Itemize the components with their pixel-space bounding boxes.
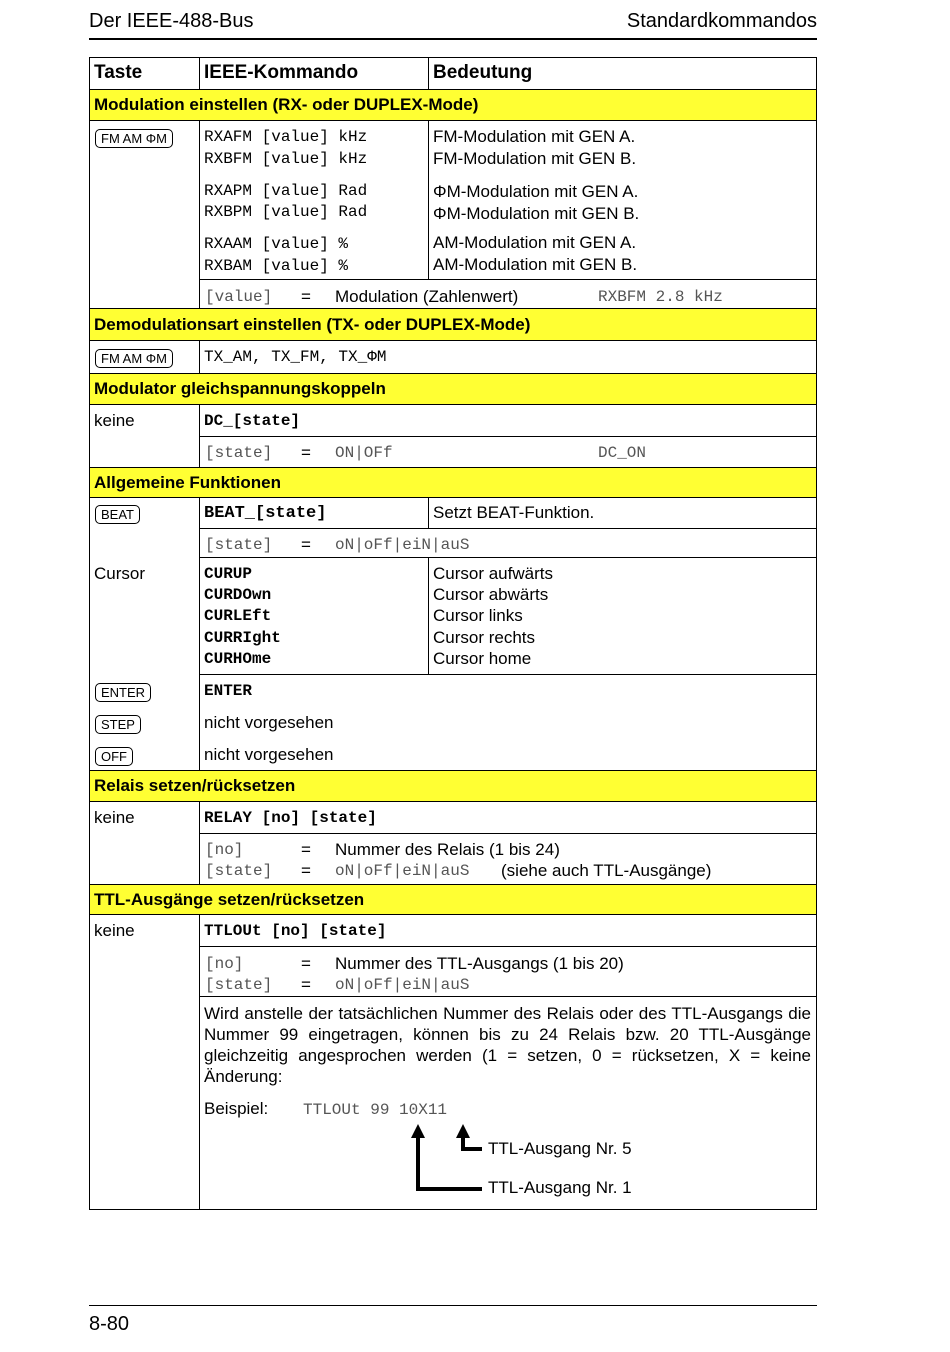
cmd-beat: BEAT_[state] <box>204 504 327 523</box>
section-title-dc: Modulator gleichspannungskoppeln <box>90 373 816 405</box>
section-title-ttl: TTL-Ausgänge setzen/rücksetzen <box>90 884 816 915</box>
param-equals-relais-2: = <box>301 861 311 880</box>
param-state-relais: [state] <box>205 862 273 880</box>
desc-curleft: Cursor links <box>433 606 523 625</box>
col-header-kommando: IEEE-Kommando <box>204 62 359 83</box>
desc-curhome: Cursor home <box>433 649 532 668</box>
example-rxbfm: RXBFM 2.8 kHz <box>598 288 723 306</box>
footer-rule <box>89 1305 817 1306</box>
section-title-relais: Relais setzen/rücksetzen <box>90 770 816 802</box>
taste-keine-dc: keine <box>94 411 135 430</box>
desc-beat: Setzt BEAT-Funktion. <box>433 503 595 522</box>
param-equals-relais-1: = <box>301 840 311 859</box>
desc-rxbpm: ΦM-Modulation mit GEN B. <box>433 204 640 223</box>
param-state-dc: [state] <box>205 444 273 462</box>
param-equals-dc: = <box>301 443 311 462</box>
example-arrows-diagram <box>90 58 816 1209</box>
desc-rxapm: ΦM-Modulation mit GEN A. <box>433 182 639 201</box>
cmd-rxapm: RXAPM [value] Rad <box>204 182 368 200</box>
param-equals-ttl-1: = <box>301 954 311 973</box>
arrow-ttl5 <box>456 1124 482 1149</box>
arrow-ttl1 <box>411 1124 482 1189</box>
param-values-ttl: oN|oFf|eiN|auS <box>335 976 470 994</box>
param-note-relais: (siehe auch TTL-Ausgänge) <box>501 861 712 880</box>
off-key: OFF <box>95 747 133 766</box>
cmd-rxaam: RXAAM [value] % <box>204 235 349 253</box>
param-equals-ttl-2: = <box>301 975 311 994</box>
param-value: [value] <box>205 288 273 306</box>
example-dc-on: DC_ON <box>598 444 647 462</box>
param-values-relais: oN|oFf|eiN|auS <box>335 862 470 880</box>
cmd-curleft: CURLEft <box>204 607 272 625</box>
cursor-label: Cursor <box>94 564 146 583</box>
cmd-rxafm: RXAFM [value] kHz <box>204 128 368 146</box>
desc-rxbam: AM-Modulation mit GEN B. <box>433 255 638 274</box>
example-ttlout: TTLOUt 99 10X11 <box>303 1101 448 1119</box>
step-key: STEP <box>95 715 141 734</box>
arrow-label-ttl1: TTL-Ausgang Nr. 1 <box>488 1178 632 1197</box>
cmd-rxbam: RXBAM [value] % <box>204 257 349 275</box>
taste-keine-relais: keine <box>94 808 135 827</box>
param-no-desc-ttl: Nummer des TTL-Ausgangs (1 bis 20) <box>335 954 624 973</box>
param-state-beat: [state] <box>205 536 273 554</box>
fm-am-phim-key-demod: FM AM ΦM <box>95 349 173 368</box>
section-title-demodulation: Demodulationsart einstellen (TX- oder DUPLEX-Mode) <box>90 308 816 341</box>
param-no-ttl: [no] <box>205 955 244 973</box>
cmd-relay: RELAY [no] [state] <box>204 809 377 827</box>
page-number: 8-80 <box>89 1313 130 1335</box>
cmd-curhome: CURHOme <box>204 650 272 668</box>
cmd-dc-state: DC_[state] <box>204 412 301 430</box>
step-text: nicht vorgesehen <box>204 713 334 732</box>
cmd-curup: CURUP <box>204 565 253 583</box>
cmd-curdown: CURDOwn <box>204 586 272 604</box>
arrow-label-ttl5: TTL-Ausgang Nr. 5 <box>488 1139 632 1158</box>
param-state-ttl: [state] <box>205 976 273 994</box>
beat-key: BEAT <box>95 505 140 524</box>
param-value-desc: Modulation (Zahlenwert) <box>335 287 519 306</box>
param-equals-beat: = <box>301 535 311 554</box>
param-no-desc-relais: Nummer des Relais (1 bis 24) <box>335 840 560 859</box>
taste-keine-ttl: keine <box>94 921 135 940</box>
command-table <box>89 57 817 1210</box>
page-header <box>89 10 817 40</box>
enter-key: ENTER <box>95 683 151 702</box>
desc-curup: Cursor aufwärts <box>433 564 553 583</box>
header-section: Standardkommandos <box>626 10 817 32</box>
cmd-tx-demod: TX_AM, TX_FM, TX_ΦM <box>204 348 387 366</box>
cmd-rxbpm: RXBPM [value] Rad <box>204 203 368 221</box>
section-title-allgemein: Allgemeine Funktionen <box>90 467 816 498</box>
ttl-note-paragraph: Wird anstelle der tatsächlichen Nummer des Relais oder des TTL-Ausgangs die Nummer 99 eingetragen, können bis zu 24 Relais bzw. 20 TTL-Ausgänge gleichzeitig angesprochen werden (1 = setzen, 0 = rücksetzen, X = keine Änderung: <box>204 1004 811 1086</box>
header-chapter: Der IEEE-488-Bus <box>89 10 254 32</box>
param-no-relais: [no] <box>205 841 244 859</box>
fm-am-phim-key: FM AM ΦM <box>95 129 173 148</box>
desc-rxaam: AM-Modulation mit GEN A. <box>433 233 637 252</box>
cmd-enter: ENTER <box>204 682 253 700</box>
cmd-rxbfm: RXBFM [value] kHz <box>204 150 368 168</box>
desc-curright: Cursor rechts <box>433 628 536 647</box>
param-equals: = <box>301 287 311 306</box>
desc-rxbfm: FM-Modulation mit GEN B. <box>433 149 637 168</box>
off-text: nicht vorgesehen <box>204 745 334 764</box>
desc-rxafm: FM-Modulation mit GEN A. <box>433 127 636 146</box>
example-label: Beispiel: <box>204 1099 269 1118</box>
param-values-beat: oN|oFf|eiN|auS <box>335 536 470 554</box>
section-title-modulation: Modulation einstellen (RX- oder DUPLEX-Mode) <box>90 89 816 121</box>
cmd-curright: CURRIght <box>204 629 281 647</box>
col-header-bedeutung: Bedeutung <box>433 62 533 83</box>
desc-curdown: Cursor abwärts <box>433 585 549 604</box>
col-header-taste: Taste <box>94 62 143 83</box>
param-values-dc: ON|OFf <box>335 444 393 462</box>
cmd-ttlout: TTLOUt [no] [state] <box>204 922 387 940</box>
